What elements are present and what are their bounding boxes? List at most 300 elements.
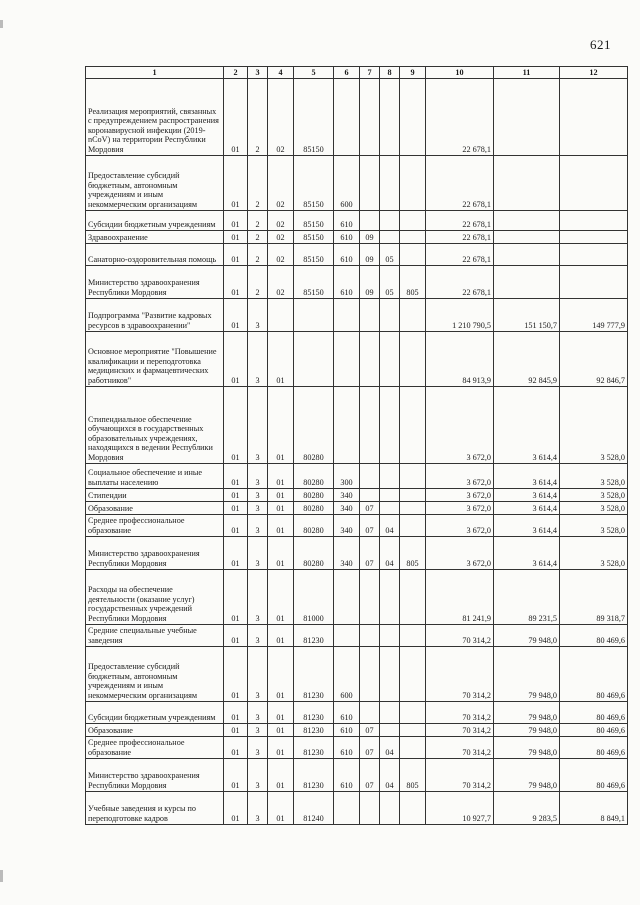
code-cell: 85150 — [294, 156, 334, 211]
amount-cell: 80 469,6 — [560, 724, 628, 737]
code-cell: 01 — [224, 387, 248, 464]
amount-cell: 79 948,0 — [494, 759, 560, 792]
code-cell: 3 — [248, 759, 268, 792]
code-cell — [380, 792, 400, 825]
code-cell — [380, 489, 400, 502]
code-cell — [400, 625, 426, 647]
amount-cell — [494, 79, 560, 156]
code-cell: 85150 — [294, 211, 334, 231]
code-cell — [360, 79, 380, 156]
code-cell — [380, 724, 400, 737]
code-cell — [360, 211, 380, 231]
code-cell: 3 — [248, 387, 268, 464]
code-cell — [360, 156, 380, 211]
code-cell: 01 — [268, 332, 294, 387]
code-cell: 81230 — [294, 737, 334, 759]
code-cell — [400, 231, 426, 244]
code-cell — [380, 647, 400, 702]
code-cell: 300 — [334, 464, 360, 489]
code-cell: 01 — [268, 625, 294, 647]
code-cell: 2 — [248, 156, 268, 211]
code-cell — [380, 79, 400, 156]
amount-cell: 3 614,4 — [494, 515, 560, 537]
amount-cell: 89 318,7 — [560, 570, 628, 625]
amount-cell: 80 469,6 — [560, 737, 628, 759]
row-name-cell: Субсидии бюджетным учреждениям — [86, 211, 224, 231]
amount-cell: 80 469,6 — [560, 702, 628, 724]
code-cell: 07 — [360, 759, 380, 792]
code-cell: 09 — [360, 231, 380, 244]
scan-edge-mark — [0, 20, 3, 28]
code-cell: 610 — [334, 724, 360, 737]
code-cell: 01 — [224, 702, 248, 724]
code-cell — [380, 156, 400, 211]
code-cell: 01 — [268, 737, 294, 759]
table-row — [86, 464, 628, 489]
code-cell: 01 — [268, 724, 294, 737]
amount-cell: 3 528,0 — [560, 502, 628, 515]
code-cell: 01 — [224, 537, 248, 570]
code-cell — [380, 211, 400, 231]
code-cell: 3 — [248, 464, 268, 489]
code-cell: 2 — [248, 266, 268, 299]
amount-cell — [560, 244, 628, 266]
code-cell — [380, 702, 400, 724]
amount-cell: 3 672,0 — [426, 502, 494, 515]
code-cell: 02 — [268, 244, 294, 266]
code-cell: 80280 — [294, 464, 334, 489]
code-cell: 09 — [360, 244, 380, 266]
amount-cell: 79 948,0 — [494, 737, 560, 759]
code-cell — [400, 244, 426, 266]
table-row — [86, 299, 628, 332]
row-name-cell: Социальное обеспечение и иные выплаты населению — [86, 464, 224, 489]
code-cell: 610 — [334, 244, 360, 266]
column-header-10: 10 — [426, 67, 494, 79]
code-cell — [400, 332, 426, 387]
amount-cell: 70 314,2 — [426, 737, 494, 759]
code-cell: 01 — [268, 387, 294, 464]
amount-cell: 3 614,4 — [494, 502, 560, 515]
code-cell — [360, 625, 380, 647]
table-row — [86, 625, 628, 647]
amount-cell — [560, 266, 628, 299]
table-row — [86, 792, 628, 825]
code-cell: 01 — [224, 266, 248, 299]
table-row — [86, 79, 628, 156]
code-cell: 01 — [268, 515, 294, 537]
amount-cell: 3 614,4 — [494, 537, 560, 570]
column-header-8: 8 — [380, 67, 400, 79]
code-cell: 80280 — [294, 537, 334, 570]
code-cell — [360, 387, 380, 464]
table-row — [86, 515, 628, 537]
amount-cell: 92 846,7 — [560, 332, 628, 387]
code-cell: 340 — [334, 502, 360, 515]
code-cell: 3 — [248, 299, 268, 332]
amount-cell: 10 927,7 — [426, 792, 494, 825]
row-name-cell: Предоставление субсидий бюджетным, автономным учреждениям и иным некоммерческим организациям — [86, 156, 224, 211]
code-cell: 340 — [334, 515, 360, 537]
amount-cell: 81 241,9 — [426, 570, 494, 625]
code-cell — [400, 489, 426, 502]
row-name-cell: Подпрограмма "Развитие кадровых ресурсов в здравоохранении" — [86, 299, 224, 332]
row-name-cell: Предоставление субсидий бюджетным, автономным учреждениям и иным некоммерческим организациям — [86, 647, 224, 702]
code-cell: 85150 — [294, 79, 334, 156]
code-cell: 85150 — [294, 244, 334, 266]
column-header-11: 11 — [494, 67, 560, 79]
amount-cell — [494, 244, 560, 266]
amount-cell — [560, 211, 628, 231]
amount-cell: 149 777,9 — [560, 299, 628, 332]
code-cell — [380, 570, 400, 625]
column-header-6: 6 — [334, 67, 360, 79]
amount-cell: 70 314,2 — [426, 625, 494, 647]
code-cell: 01 — [224, 515, 248, 537]
amount-cell: 80 469,6 — [560, 625, 628, 647]
code-cell — [400, 464, 426, 489]
amount-cell — [494, 156, 560, 211]
code-cell: 01 — [268, 537, 294, 570]
row-name-cell: Реализация мероприятий, связанных с предупреждением распространения коронавирусной инфекции (2019-nCoV) на территории Республики Мордовия — [86, 79, 224, 156]
amount-cell — [494, 266, 560, 299]
code-cell: 02 — [268, 79, 294, 156]
code-cell: 01 — [224, 489, 248, 502]
code-cell — [360, 332, 380, 387]
code-cell: 2 — [248, 244, 268, 266]
code-cell: 02 — [268, 231, 294, 244]
code-cell — [334, 570, 360, 625]
code-cell — [380, 625, 400, 647]
code-cell: 3 — [248, 702, 268, 724]
code-cell: 07 — [360, 537, 380, 570]
row-name-cell: Основное мероприятие "Повышение квалификации и переподготовка медицинских и фармацевтических работников" — [86, 332, 224, 387]
amount-cell: 22 678,1 — [426, 79, 494, 156]
code-cell: 80280 — [294, 489, 334, 502]
row-name-cell: Средние специальные учебные заведения — [86, 625, 224, 647]
code-cell: 01 — [268, 647, 294, 702]
amount-cell: 80 469,6 — [560, 647, 628, 702]
amount-cell: 80 469,6 — [560, 759, 628, 792]
scan-edge-mark — [0, 870, 3, 882]
code-cell: 01 — [268, 489, 294, 502]
row-name-cell: Среднее профессиональное образование — [86, 515, 224, 537]
code-cell: 80280 — [294, 387, 334, 464]
code-cell: 01 — [224, 502, 248, 515]
code-cell: 3 — [248, 647, 268, 702]
code-cell — [400, 570, 426, 625]
table-row — [86, 537, 628, 570]
amount-cell — [560, 79, 628, 156]
code-cell: 01 — [224, 792, 248, 825]
table-row — [86, 332, 628, 387]
code-cell: 01 — [268, 502, 294, 515]
code-cell: 04 — [380, 759, 400, 792]
table-row — [86, 502, 628, 515]
code-cell — [360, 489, 380, 502]
page-number: 621 — [590, 37, 611, 52]
amount-cell: 79 948,0 — [494, 647, 560, 702]
column-header-1: 1 — [86, 67, 224, 79]
code-cell: 81230 — [294, 759, 334, 792]
amount-cell: 3 672,0 — [426, 489, 494, 502]
row-name-cell: Стипендии — [86, 489, 224, 502]
code-cell: 02 — [268, 266, 294, 299]
amount-cell — [560, 156, 628, 211]
table-row — [86, 702, 628, 724]
code-cell: 01 — [268, 792, 294, 825]
code-cell: 01 — [224, 759, 248, 792]
code-cell: 05 — [380, 266, 400, 299]
code-cell: 07 — [360, 724, 380, 737]
amount-cell: 3 528,0 — [560, 464, 628, 489]
code-cell — [380, 332, 400, 387]
code-cell: 85150 — [294, 231, 334, 244]
code-cell: 01 — [268, 464, 294, 489]
amount-cell: 70 314,2 — [426, 702, 494, 724]
code-cell: 04 — [380, 737, 400, 759]
code-cell — [400, 792, 426, 825]
code-cell — [360, 647, 380, 702]
row-name-cell: Субсидии бюджетным учреждениям — [86, 702, 224, 724]
code-cell — [400, 515, 426, 537]
code-cell: 3 — [248, 625, 268, 647]
code-cell — [360, 792, 380, 825]
code-cell — [360, 570, 380, 625]
code-cell: 80280 — [294, 515, 334, 537]
code-cell — [334, 332, 360, 387]
code-cell: 01 — [268, 759, 294, 792]
code-cell: 81230 — [294, 625, 334, 647]
table-row — [86, 570, 628, 625]
code-cell — [294, 332, 334, 387]
table-body — [86, 79, 628, 825]
code-cell: 610 — [334, 211, 360, 231]
code-cell: 805 — [400, 266, 426, 299]
code-cell — [360, 464, 380, 489]
table-row — [86, 489, 628, 502]
code-cell: 85150 — [294, 266, 334, 299]
amount-cell: 79 948,0 — [494, 702, 560, 724]
code-cell: 3 — [248, 332, 268, 387]
column-header-9: 9 — [400, 67, 426, 79]
code-cell: 07 — [360, 515, 380, 537]
code-cell: 01 — [224, 332, 248, 387]
amount-cell: 92 845,9 — [494, 332, 560, 387]
code-cell: 610 — [334, 759, 360, 792]
row-name-cell: Расходы на обеспечение деятельности (оказание услуг) государственных учреждений Республики Мордовия — [86, 570, 224, 625]
code-cell: 805 — [400, 759, 426, 792]
code-cell: 01 — [224, 625, 248, 647]
code-cell — [360, 299, 380, 332]
code-cell — [400, 724, 426, 737]
amount-cell: 89 231,5 — [494, 570, 560, 625]
table-row — [86, 231, 628, 244]
column-header-12: 12 — [560, 67, 628, 79]
amount-cell: 3 672,0 — [426, 387, 494, 464]
code-cell: 2 — [248, 211, 268, 231]
code-cell: 01 — [268, 570, 294, 625]
code-cell: 01 — [224, 647, 248, 702]
code-cell: 80280 — [294, 502, 334, 515]
amount-cell: 3 614,4 — [494, 489, 560, 502]
code-cell: 81230 — [294, 702, 334, 724]
code-cell — [400, 156, 426, 211]
code-cell: 01 — [268, 702, 294, 724]
code-cell: 81240 — [294, 792, 334, 825]
amount-cell — [560, 231, 628, 244]
code-cell: 2 — [248, 79, 268, 156]
amount-cell: 79 948,0 — [494, 724, 560, 737]
amount-cell: 3 614,4 — [494, 387, 560, 464]
amount-cell: 3 614,4 — [494, 464, 560, 489]
code-cell: 81000 — [294, 570, 334, 625]
amount-cell: 8 849,1 — [560, 792, 628, 825]
code-cell: 805 — [400, 537, 426, 570]
column-header-2: 2 — [224, 67, 248, 79]
code-cell — [334, 79, 360, 156]
code-cell — [400, 299, 426, 332]
code-cell — [400, 211, 426, 231]
amount-cell: 3 528,0 — [560, 515, 628, 537]
amount-cell: 22 678,1 — [426, 231, 494, 244]
code-cell — [400, 79, 426, 156]
code-cell — [380, 387, 400, 464]
code-cell: 01 — [224, 299, 248, 332]
code-cell — [334, 299, 360, 332]
code-cell — [334, 792, 360, 825]
code-cell: 01 — [224, 464, 248, 489]
amount-cell: 22 678,1 — [426, 156, 494, 211]
code-cell: 07 — [360, 737, 380, 759]
code-cell: 340 — [334, 489, 360, 502]
code-cell: 01 — [224, 211, 248, 231]
code-cell — [360, 702, 380, 724]
code-cell: 01 — [224, 737, 248, 759]
code-cell: 04 — [380, 515, 400, 537]
amount-cell: 151 150,7 — [494, 299, 560, 332]
row-name-cell: Санаторно-оздоровительная помощь — [86, 244, 224, 266]
amount-cell: 79 948,0 — [494, 625, 560, 647]
amount-cell: 22 678,1 — [426, 211, 494, 231]
code-cell — [380, 464, 400, 489]
amount-cell: 22 678,1 — [426, 244, 494, 266]
row-name-cell: Министерство здравоохранения Республики Мордовия — [86, 266, 224, 299]
row-name-cell: Образование — [86, 724, 224, 737]
row-name-cell: Министерство здравоохранения Республики Мордовия — [86, 537, 224, 570]
row-name-cell: Стипендиальное обеспечение обучающихся в государственных образовательных учреждениях, находящихся в ведении Республики Мордовия — [86, 387, 224, 464]
column-header-7: 7 — [360, 67, 380, 79]
code-cell: 81230 — [294, 724, 334, 737]
code-cell: 01 — [224, 244, 248, 266]
code-cell: 3 — [248, 515, 268, 537]
code-cell — [380, 502, 400, 515]
amount-cell: 70 314,2 — [426, 724, 494, 737]
column-header-4: 4 — [268, 67, 294, 79]
row-name-cell: Министерство здравоохранения Республики Мордовия — [86, 759, 224, 792]
code-cell: 01 — [224, 156, 248, 211]
code-cell — [294, 299, 334, 332]
amount-cell: 3 672,0 — [426, 515, 494, 537]
code-cell: 600 — [334, 647, 360, 702]
table-row — [86, 266, 628, 299]
code-cell: 610 — [334, 702, 360, 724]
code-cell: 2 — [248, 231, 268, 244]
code-cell: 610 — [334, 231, 360, 244]
column-header-5: 5 — [294, 67, 334, 79]
code-cell: 01 — [224, 724, 248, 737]
code-cell — [380, 231, 400, 244]
table-row — [86, 244, 628, 266]
amount-cell: 9 283,5 — [494, 792, 560, 825]
amount-cell — [494, 231, 560, 244]
table-row — [86, 759, 628, 792]
amount-cell: 3 528,0 — [560, 387, 628, 464]
amount-cell: 3 528,0 — [560, 537, 628, 570]
table-row — [86, 724, 628, 737]
amount-cell: 84 913,9 — [426, 332, 494, 387]
table-row — [86, 211, 628, 231]
code-cell: 600 — [334, 156, 360, 211]
row-name-cell: Здравоохранение — [86, 231, 224, 244]
code-cell: 09 — [360, 266, 380, 299]
code-cell: 3 — [248, 502, 268, 515]
code-cell: 01 — [224, 231, 248, 244]
code-cell: 01 — [224, 570, 248, 625]
code-cell: 04 — [380, 537, 400, 570]
code-cell — [268, 299, 294, 332]
code-cell: 610 — [334, 266, 360, 299]
code-cell: 3 — [248, 489, 268, 502]
table-row — [86, 387, 628, 464]
code-cell — [400, 647, 426, 702]
amount-cell: 3 672,0 — [426, 464, 494, 489]
amount-cell: 22 678,1 — [426, 266, 494, 299]
table-header-row — [86, 67, 628, 79]
code-cell: 02 — [268, 211, 294, 231]
code-cell: 610 — [334, 737, 360, 759]
code-cell: 05 — [380, 244, 400, 266]
code-cell — [400, 387, 426, 464]
code-cell: 01 — [224, 79, 248, 156]
amount-cell: 3 528,0 — [560, 489, 628, 502]
row-name-cell: Среднее профессиональное образование — [86, 737, 224, 759]
amount-cell: 70 314,2 — [426, 647, 494, 702]
code-cell: 07 — [360, 502, 380, 515]
row-name-cell: Учебные заведения и курсы по переподготовке кадров — [86, 792, 224, 825]
code-cell: 3 — [248, 792, 268, 825]
code-cell: 02 — [268, 156, 294, 211]
amount-cell — [494, 211, 560, 231]
row-name-cell: Образование — [86, 502, 224, 515]
budget-table — [85, 66, 628, 825]
code-cell — [334, 387, 360, 464]
code-cell: 3 — [248, 737, 268, 759]
code-cell: 3 — [248, 570, 268, 625]
code-cell — [400, 502, 426, 515]
table-row — [86, 647, 628, 702]
code-cell — [334, 625, 360, 647]
code-cell: 340 — [334, 537, 360, 570]
code-cell — [400, 702, 426, 724]
code-cell: 81230 — [294, 647, 334, 702]
amount-cell: 70 314,2 — [426, 759, 494, 792]
table-row — [86, 737, 628, 759]
code-cell — [400, 737, 426, 759]
code-cell: 3 — [248, 537, 268, 570]
amount-cell: 1 210 790,5 — [426, 299, 494, 332]
column-header-3: 3 — [248, 67, 268, 79]
